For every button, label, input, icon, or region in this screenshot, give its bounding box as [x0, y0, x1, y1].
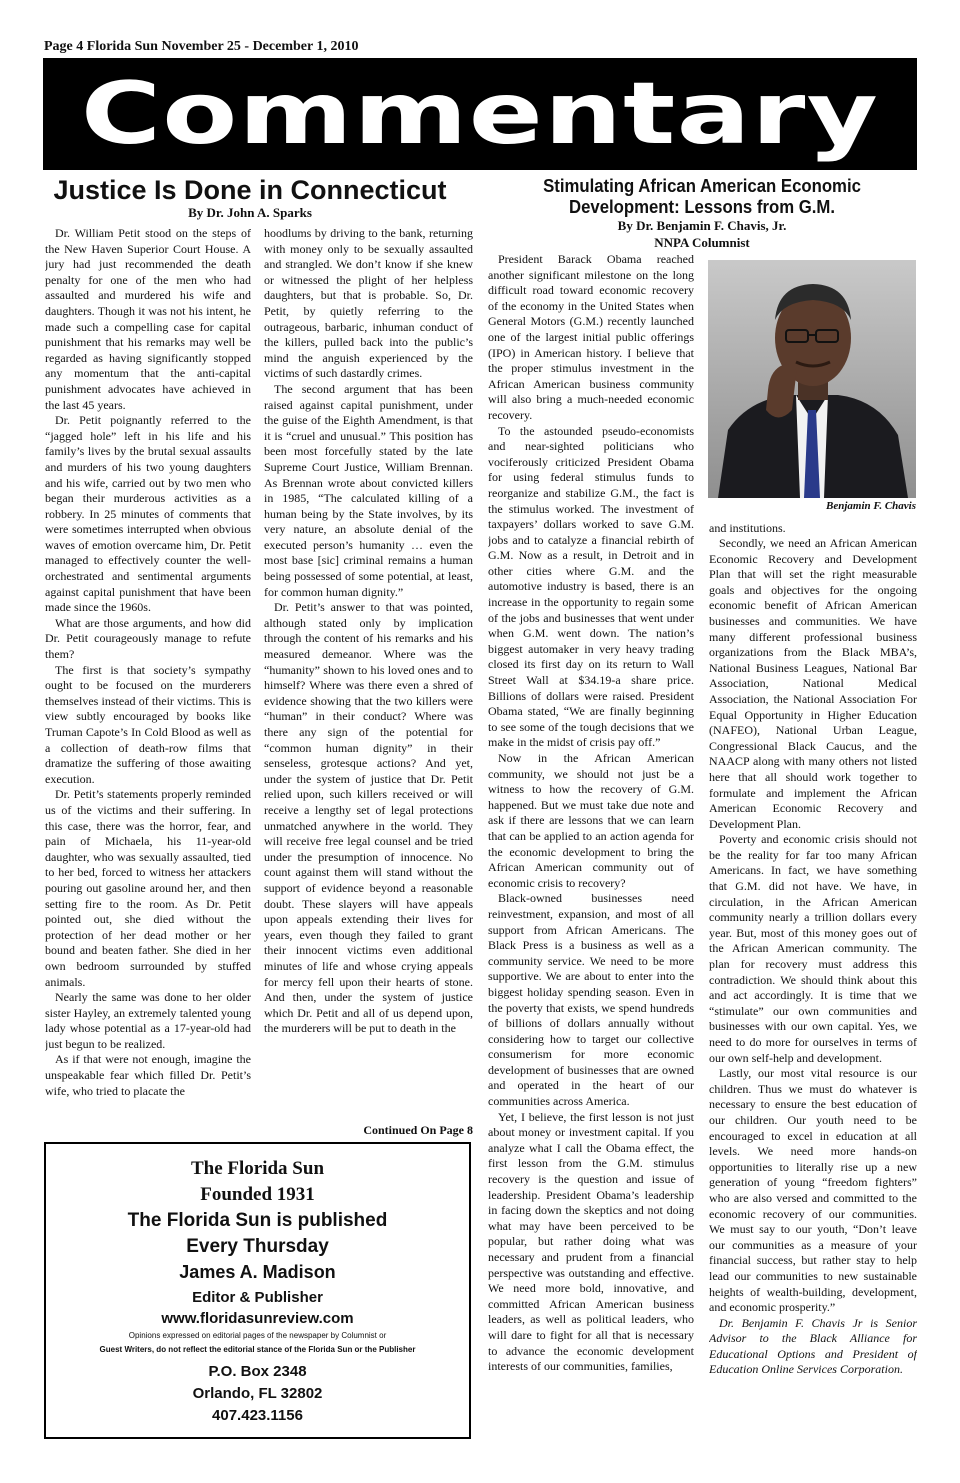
article2-paragraph: Lastly, our most vital resource is our children. Thus we must do whatever is necessary to ensure the best education of our children. Our youth need to be encouraged to excel in education at all levels. We need more hands-on opportunities to literally rise up a new generation of young “freedom fighters” who are also versed and committed to the economic recovery of our communities. We must say to our youth, “Don’t leave our communities as a measure of your financial success, but rather stay to help lead our communities to new sustainable heights of wealth-building, development, and economic prosperity.” — [709, 1066, 917, 1315]
masthead-phone: 407.423.1156 — [212, 1407, 303, 1424]
article2-author: By Dr. Benjamin F. Chavis, Jr. — [617, 218, 787, 233]
article2-column1 — [488, 252, 694, 1440]
masthead-frequency: Every Thursday — [186, 1236, 329, 1257]
masthead-name: The Florida Sun — [190, 1158, 325, 1179]
author-portrait-illustration — [708, 260, 916, 498]
article2-headline: Stimulating African American Economic Development: Lessons from G.M. — [543, 176, 861, 217]
masthead-city: Orlando, FL 32802 — [192, 1385, 323, 1402]
article1-paragraph: The second argument that has been raised against capital punishment, under the guise of the Eighth Amendment, is that it is “cruel and unusual.” This position has been most forcefully stated by the late Supreme Court Justice, William Brennan. As Brennan wrote about convicted killers in 1985, “The calculated killing of a human being by the State involves, by its very nature, an absolute denial of the executed person’s humanity … even the most base [sic] criminal remains a human being possessed of some potential, at least, for common human dignity.” — [264, 381, 473, 599]
article2-paragraph: Now in the African American community, we should not just be a witness to how the recovery of G.M. happened. But we must take due note and ask if there are lessons that we can learn that can be applied to an action agenda for the economic development to bring the African American community out of economic crisis to recovery? — [488, 751, 694, 890]
masthead-editor: James A. Madison — [179, 1262, 336, 1282]
article2-paragraph: Black-owned businesses need reinvestment, expansion, and most of all support from African Americans. The Black Press is a business as well as a community service. We need to be more supportive. We are about to enter into the biggest holiday spending season. Even in the poverty that exists, we spend hundreds of billions of dollars annually without considering how to target our collective consumerism for more economic development of businesses that are owned and operated in the heart of our communities across America. — [488, 891, 694, 1109]
photo-caption: Benjamin F. Chavis — [826, 500, 916, 512]
article2-paragraph: Yet, I believe, the first lesson is not just about money or investment capital. If you analyze what I call the Obama effect, the first lesson from the G.M. stimulus recovery is the question and issue of leadership. President Obama’s leadership in facing down the skeptics and not doing what may have been perceived to be popular, but rather doing what was necessary and prudent from a financial perspective was outstanding and effective. We need more bold, innovative, and committed African American business leaders, as well as political leaders, who will dare to fight for all that is necessary to advance the economic development interests of our communities, families, — [488, 1109, 694, 1374]
masthead-published: The Florida Sun is published — [127, 1210, 388, 1231]
page-folio: Page 4 Florida Sun November 25 - December 1, 2010 — [44, 39, 359, 54]
masthead-disclaimer-line1: Opinions expressed on editorial pages of the newspaper by Columnist or — [128, 1331, 387, 1340]
article1-paragraph: Dr. Petit’s statements properly reminded us of the victims and their suffering. In this case, there was the horror, fear, and pain of Michaela, his 11-year-old daughter, who was sexually assaulted, tied to her bed, forced to witness her attackers pouring out gasoline around her, and then setting fire to the room. As Dr. Petit pointed out, she died without the protection of her dead mother or her bound and beaten father. She died in her own bedroom surrounded by stuffed animals. — [45, 787, 251, 989]
section-banner-title: Commentary — [80, 64, 880, 164]
article2-paragraph: To the astounded pseudo-economists and near-sighted politicians who vociferously criticized President Obama for using federal stimulus funds to reorganize and stabilize G.M., the fact is the stimulus worked. The investment of taxpayers’ dollars worked to save G.M. jobs and to catalyze a financial rebirth of G.M. Now as a result, in Detroit and in other cities where G.M. and the automotive industry is based, there is an increase in the opportunity to regain some of the jobs and businesses that went under when G.M. went down. The nation’s biggest automaker in very heavy trading closed its first day on its return to Wall Street Wall at $34.19-a share price. Billions of dollars were raised. President Obama stated, “We are finally beginning to see some of the tough decisions that we make in the midst of crisis pay off.” — [488, 423, 694, 750]
article1-byline: By Dr. John A. Sparks — [188, 205, 312, 220]
author-photo — [708, 260, 916, 498]
article2-paragraph: and institutions. — [709, 521, 786, 535]
article1-paragraph: What are those arguments, and how did Dr. Petit courageously manage to refute them? — [45, 615, 251, 662]
article1-paragraph: Dr. William Petit stood on the steps of the New Haven Superior Court House. A jury had just recommended the death penalty for one of the men who had assaulted and murdered his wife and daughters. Though it was not his intent, he made such a compelling case for capital punishment that his remarks may well be regarded as having significantly stopped any momentum that the anti-capital punishment advocates have achieved in the last 45 years. — [45, 226, 251, 412]
article2-paragraph: Poverty and economic crisis should not be the reality for far too many African Americans. In fact, we have something that G.M. did not have. We have, in circulation, in the African American community nearly a trillion dollars every year. But, most of this money goes out of the African American community. The plan for recovery must address this contradiction. We should think about this and act accordingly. It is time that we “stimulate” our own communities and businesses with our own capital. Yes, we need to do more for ourselves in terms of our own self-help and development. — [709, 832, 917, 1065]
article2-byline — [488, 217, 916, 251]
masthead-founded: Founded 1931 — [200, 1184, 315, 1205]
masthead-editor-title: Editor & Publisher — [192, 1289, 323, 1306]
article1-column2 — [264, 226, 473, 1122]
article1-headline: Justice Is Done in Connecticut — [53, 175, 447, 205]
masthead-po-box: P.O. Box 2348 — [208, 1363, 307, 1380]
article1-paragraph: The first is that society’s sympathy ought to be focused on the murderers themselves instead of their victims. This is view subtly encouraged by books like Truman Capote’s In Cold Blood as well as a collection of death-row films that dramatize the suffering of those awaiting execution. — [45, 662, 251, 786]
article2-column2-lead — [709, 521, 917, 535]
article1-paragraph: hoodlums by driving to the bank, returning with money only to be sexually assaulted and strangled. We don’t know if she knew or witnessed the plight of her helpless daughters, but that is probable. So, Dr. Petit, by quietly referring to the outrageous, barbaric, inhuman conduct of the killers, pulled back into the public’s mind the anguish experienced by the victims of such dastardly crimes. — [264, 226, 473, 381]
masthead-website: www.floridasunreview.com — [161, 1310, 354, 1327]
continued-notice: Continued On Page 8 — [363, 1123, 473, 1137]
article2-paragraph: Secondly, we need an African American Economic Recovery and Development Plan that will set the right measurable goals and objectives for the ongoing economic benefit of African American businesses and communities. We have many different professional business organizations from the Black MBA’s, National Business Leagues, National Bar Association, National Medical Association, the National Association For Equal Opportunity in Higher Education (NAFEO), National Urban League, Congressional Black Caucus, and the NAACP along with many others not listed here that all should work together to formulate and implement the African American Economic Recovery and Development Plan. — [709, 536, 917, 831]
article1-paragraph: Nearly the same was done to her older sister Hayley, an extremely talented young lady whose potential as a 17-year-old had just begun to be realized. — [45, 990, 251, 1051]
article2-column2 — [709, 536, 917, 1438]
article1-paragraph: As if that were not enough, imagine the unspeakable fear which filled Dr. Petit’s wife, who tried to placate the — [45, 1052, 251, 1098]
masthead-box — [44, 1142, 471, 1439]
article2-paragraph: President Barack Obama reached another significant milestone on the long difficult road toward economic recovery of the economy in the United States when General Motors (G.M.) recently launched one of the largest initial public offerings (IPO) in American history. I believe that the proper stimulus investment in the African American business community will also bring a much-needed economic recovery. — [488, 252, 694, 422]
article1-paragraph: Dr. Petit’s answer to that was pointed, although stated only by implication through the content of his remarks and his measured demeanor. Where was the “humanity” shown to his loved ones and to himself? Where was there even a shred of evidence showing that the two killers were “human” in their conduct? Where was there any sign of the potential for “common human dignity” in their senseless, grotesque actions? And yet, under the system of justice that Dr. Petit relied upon, such killers received or will receive a lengthy set of legal protections unmatched anywhere in the world. They will receive free legal counsel and be tried under the presumption of innocence. No count against them will stand without the support of evidence beyond a reasonable doubt. These slayers will have appeals upon appeals extending their lives for years, even though they failed to grant their innocent victims even additional minutes of life and whose crying appeals for mercy fell upon their hearts of stone. And then, under the system of justice which Dr. Petit and all of us depend upon, the murderers will be put to death in the — [264, 600, 473, 1036]
article1-paragraph: Dr. Petit poignantly referred to the “jagged hole” left in his life and his family’s lives by the brutal sexual assaults and murders of his two young daughters and his wife, carried out by two men who began their murderous activities as a robbery. In 25 minutes of comments that were sometimes interrupted when obvious waves of emotion overcame him, Dr. Petit managed to effectively counter the well-orchestrated and sentimental arguments against capital punishment that have been made since the 1960s. — [45, 413, 251, 615]
masthead-disclaimer-line2: Guest Writers, do not reflect the editorial stance of the Florida Sun or the Publisher — [99, 1345, 416, 1354]
section-banner — [43, 58, 917, 170]
article1-column1 — [45, 226, 251, 1142]
article2-author-title: NNPA Columnist — [654, 235, 750, 250]
author-bio: Dr. Benjamin F. Chavis Jr is Senior Advisor to the Black Alliance for Educational Options and President of Education Online Services Corporation. — [709, 1315, 917, 1377]
